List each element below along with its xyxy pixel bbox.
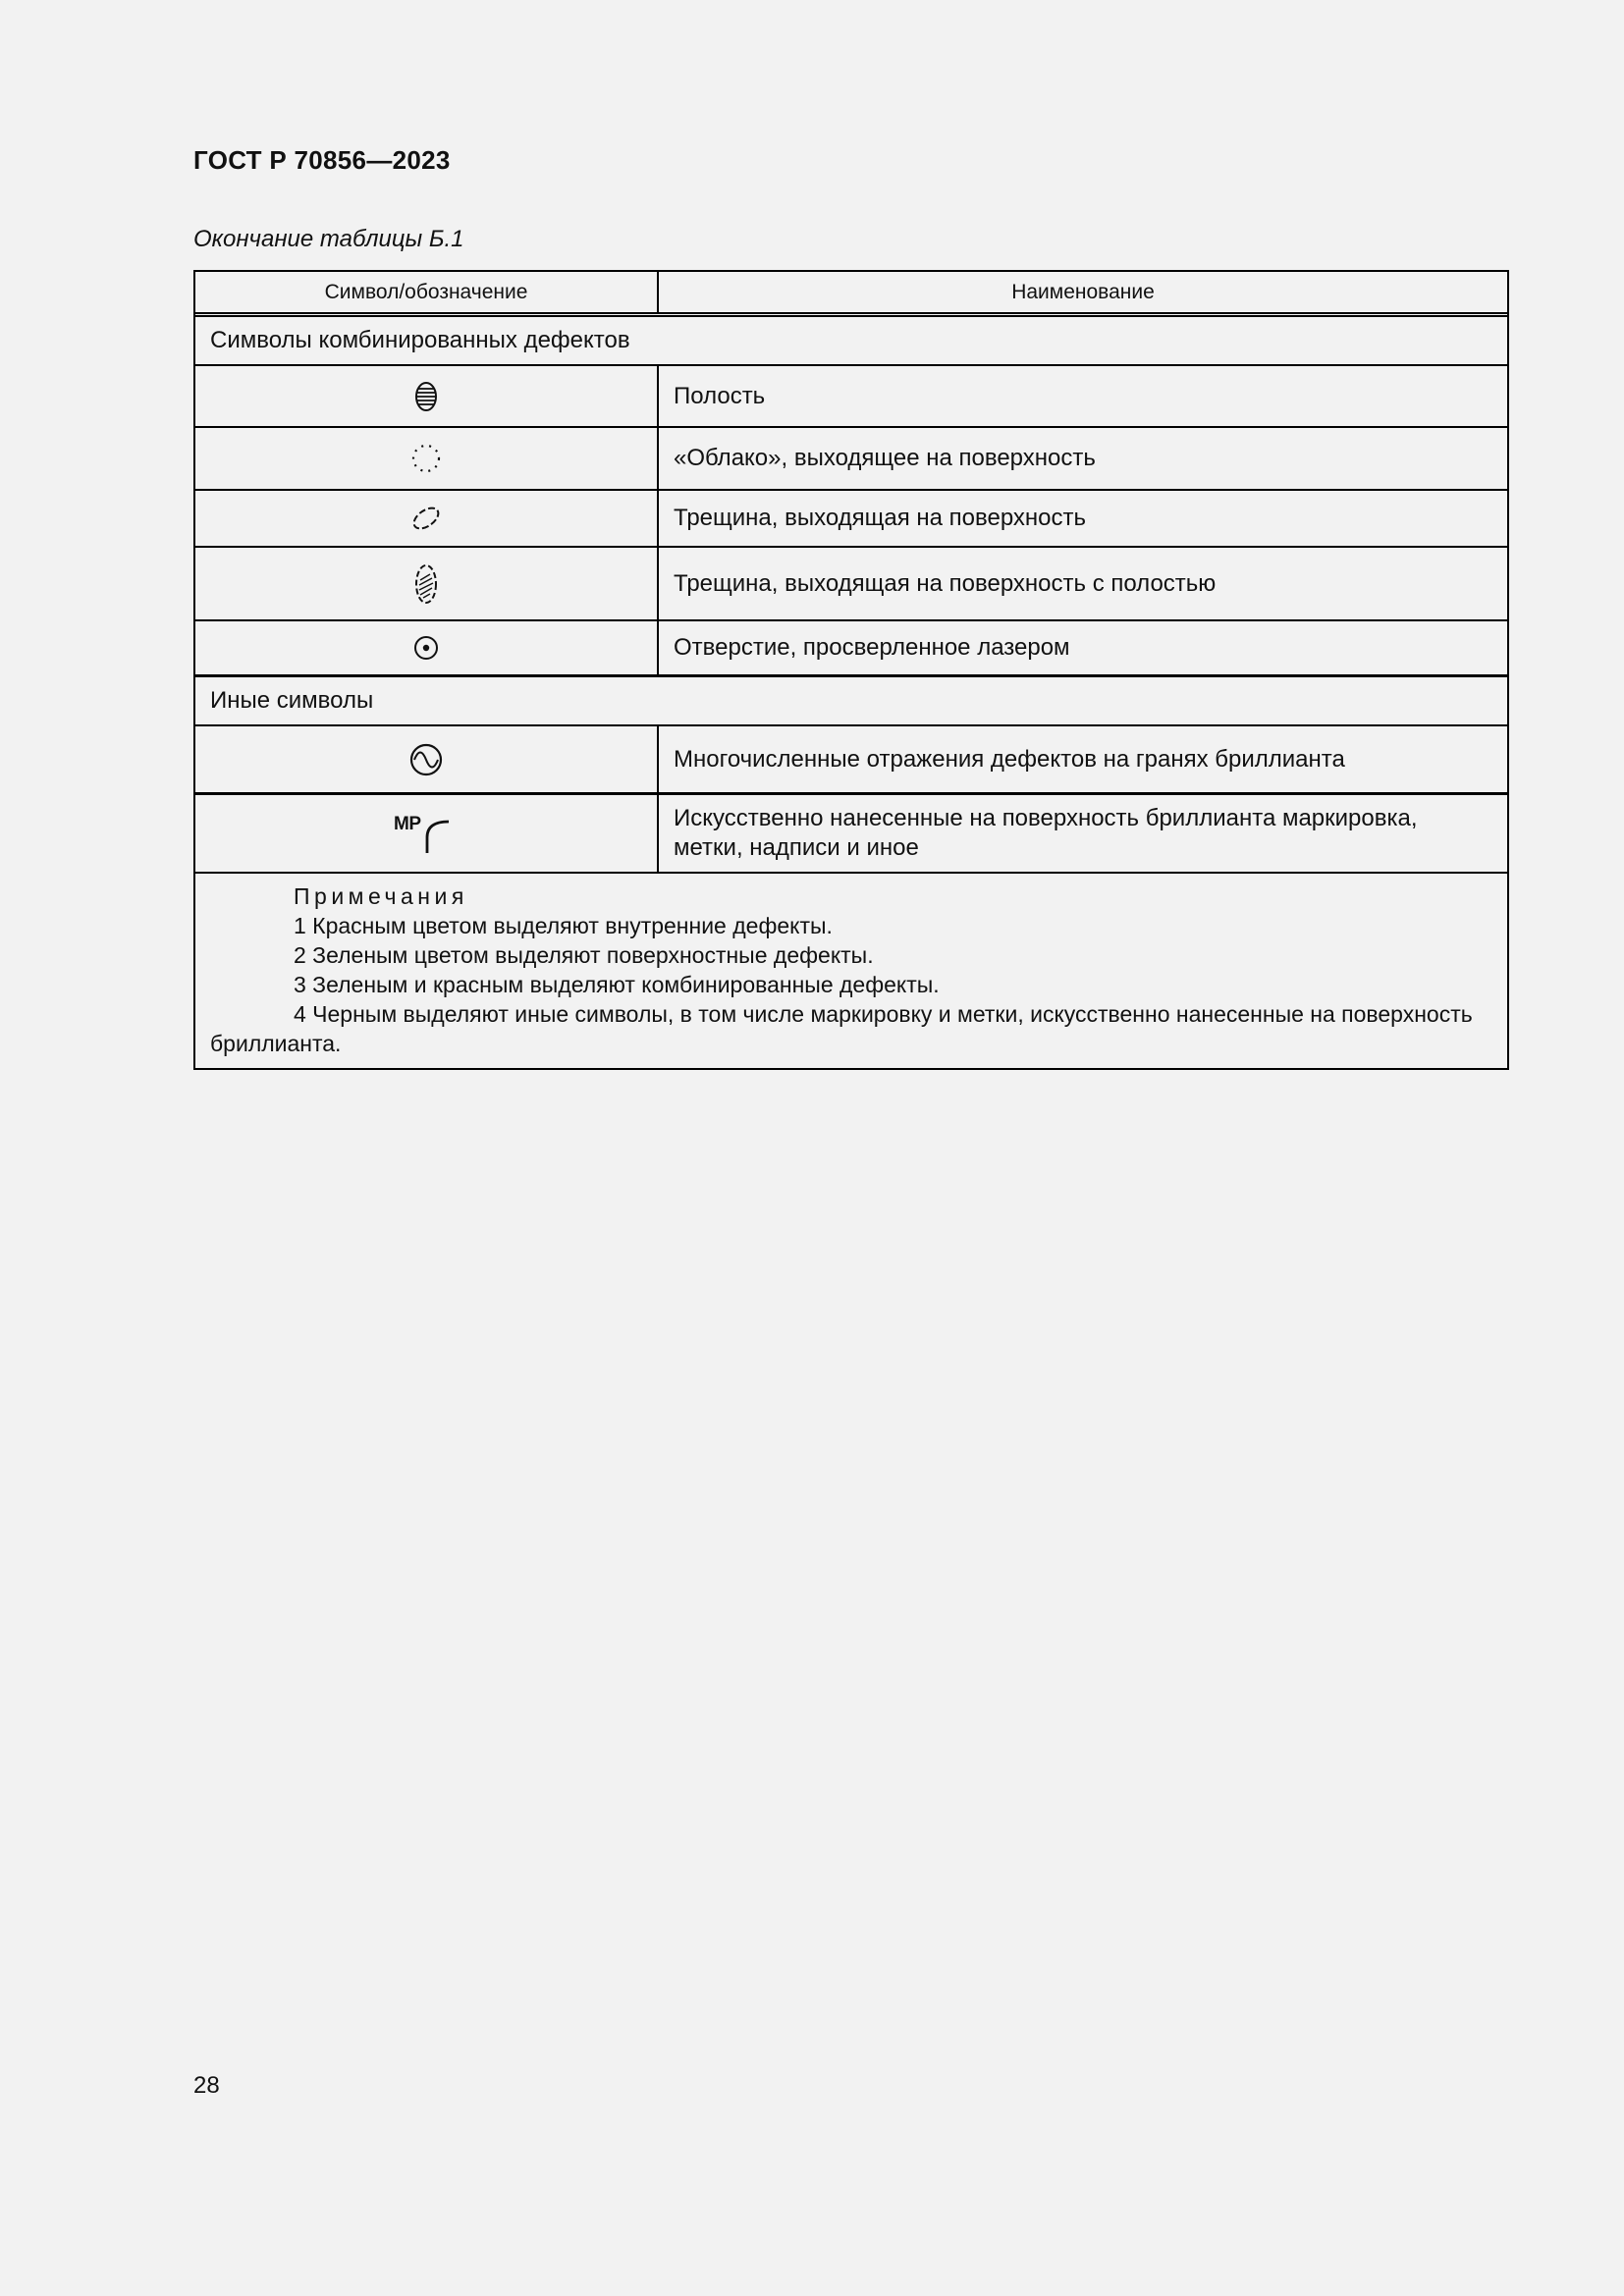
name-cell: Многочисленные отражения дефектов на гранях бриллианта [674, 745, 1345, 773]
symbol-cell [195, 491, 659, 546]
table-row [195, 428, 1507, 491]
table-notes [195, 874, 1507, 1068]
cloud-icon [409, 441, 443, 476]
notes-title: Примечания [294, 883, 468, 909]
symbol-cell [195, 726, 659, 792]
note-item: 4 Черным выделяют иные символы, в том числе маркировку и метки, искусственно нанесенные на поверхность бриллианта. [210, 1001, 1473, 1056]
note-item: 1 Красным цветом выделяют внутренние дефекты. [294, 913, 833, 938]
table-row [195, 366, 1507, 428]
crack-icon [408, 504, 444, 533]
document-number: ГОСТ Р 70856—2023 [193, 145, 451, 175]
section-combined-defects: Символы комбинированных дефектов [195, 317, 1507, 366]
table-row [195, 548, 1507, 621]
column-header-name: Наименование [1011, 280, 1155, 303]
page-number: 28 [193, 2072, 220, 2099]
name-cell: Искусственно нанесенные на поверхность бриллианта маркировка, метки, надписи и иное [674, 805, 1418, 861]
table-caption: Окончание таблицы Б.1 [193, 226, 464, 252]
symbols-table [193, 270, 1509, 1070]
name-cell: «Облако», выходящее на поверхность [674, 445, 1096, 471]
name-cell: Полость [674, 382, 766, 409]
section-other-symbols: Иные символы [195, 677, 1507, 726]
marking-icon [394, 812, 459, 855]
name-cell: Трещина, выходящая на поверхность [674, 505, 1087, 531]
table-row [195, 621, 1507, 677]
table-row [195, 795, 1507, 874]
crack-cavity-icon [411, 561, 441, 608]
reflections-icon [408, 740, 444, 779]
table-row [195, 726, 1507, 795]
symbol-cell [195, 428, 659, 489]
name-cell: Отверстие, просверленное лазером [674, 634, 1070, 661]
symbol-cell [195, 548, 659, 619]
table-header-row [195, 272, 1507, 317]
laser-hole-icon [411, 633, 441, 663]
note-item: 2 Зеленым цветом выделяют поверхностные дефекты. [294, 942, 874, 968]
name-cell: Трещина, выходящая на поверхность с полостью [674, 569, 1217, 597]
arc-icon [423, 816, 459, 855]
cavity-icon [411, 379, 441, 414]
note-item: 3 Зеленым и красным выделяют комбинированные дефекты. [294, 972, 940, 997]
marking-text: МР [394, 814, 421, 834]
table-row [195, 491, 1507, 548]
symbol-cell [195, 621, 659, 674]
symbol-cell [195, 366, 659, 426]
symbol-cell [195, 795, 659, 872]
column-header-symbol: Символ/обозначение [195, 272, 659, 312]
